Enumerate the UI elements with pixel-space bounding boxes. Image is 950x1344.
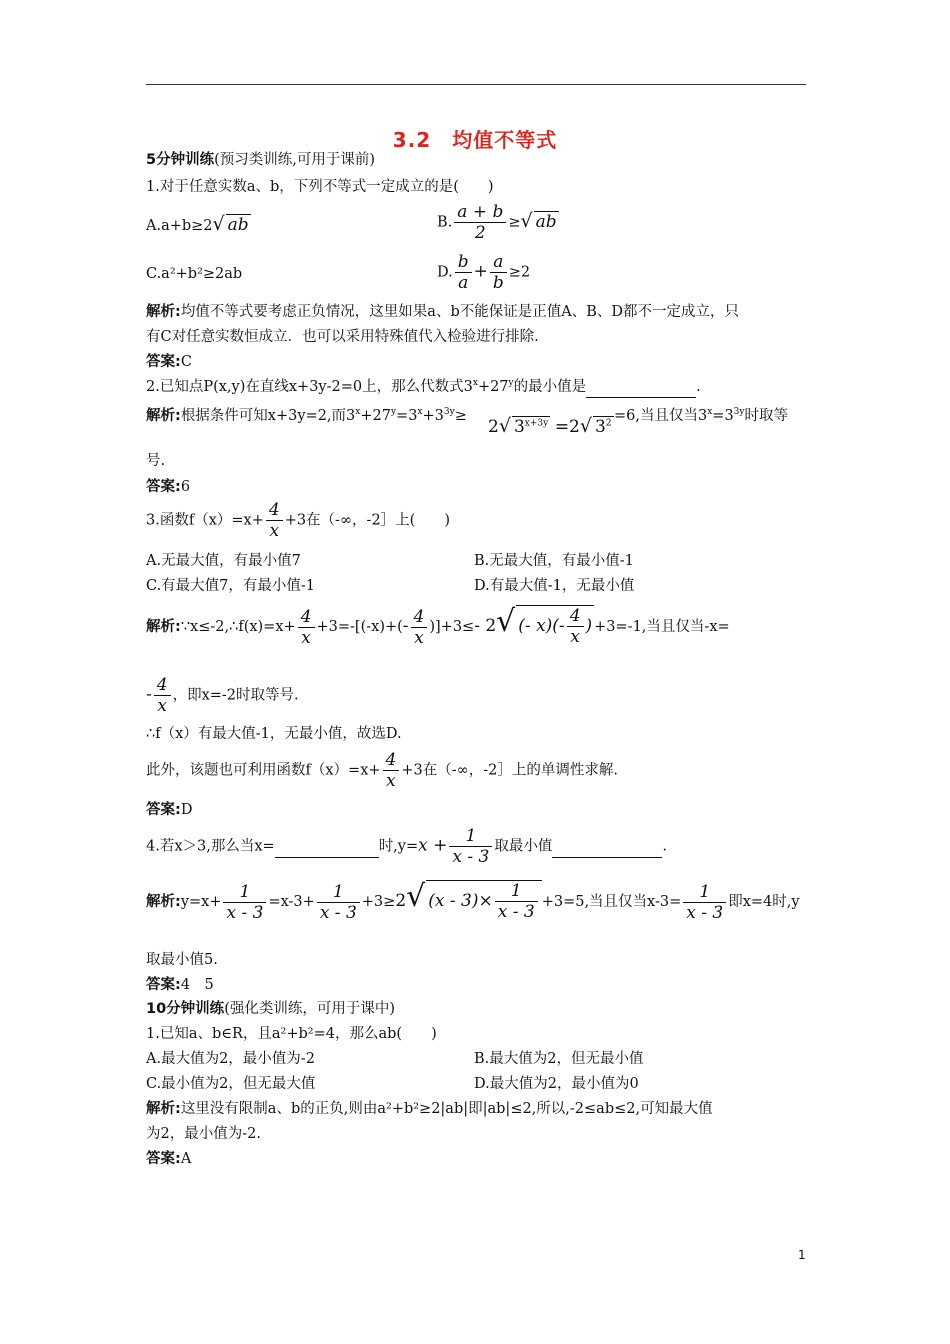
solution-text: 此外，该题也可利用函数f（x）=x+ $\frac{4}{x}$ +3在（-∞，-2］上的单调性求解. [146, 750, 618, 791]
option-d: D.有最大值-1，无最小值 [474, 578, 635, 594]
answer: 答案:A [146, 1151, 192, 1167]
option-b: B. $\frac{a + b}{2}$ ≥√ ab [437, 202, 557, 243]
header-rule [146, 84, 806, 85]
solution-text: =6,当且仅当$3^x=3^{3y}$时取等 [614, 407, 788, 424]
option-d: D. $\frac{b}{a}$ + $\frac{a}{b}$ ≥2 [437, 252, 531, 293]
page-number: 1 [798, 1248, 806, 1262]
option-c: C.有最大值7，有最小值-1 [146, 578, 316, 594]
answer: 答案:4 5 [146, 977, 214, 993]
solution-text: 解析:y=x+ $\frac{1}{x - 3}$ =x-3+ $\frac{1}{x - 3}$ +3≥2√ (x - 3)× $\frac{1}{x - 3}$ +3=5,当且仅当x-3= $\frac{1}{x - 3}$ 即x=4时,y [146, 879, 800, 923]
answer: 答案:6 [146, 479, 191, 495]
question-stem: 2.已知点P(x,y)在直线x+3y-2=0上，那么代数式$3^x+27^y$的最小值是 . [146, 377, 701, 398]
math-expression: 2√ $3^{x+3y} =2√$ $3^2$ [488, 415, 612, 437]
solution-text: - $\frac{4}{x}$ ，即x=-2时取等号. [146, 675, 299, 716]
solution-text: 有C对任意实数恒成立．也可以采用特殊值代入检验进行排除. [146, 329, 539, 345]
answer: 答案:C [146, 354, 192, 370]
question-stem: 1.已知a、b∈R，且a²+b²=4，那么ab( ) [146, 1026, 437, 1042]
option-d: D.最大值为2，最小值为0 [474, 1076, 639, 1092]
solution-text: 取最小值5. [146, 952, 218, 968]
question-stem: 3.函数f（x）=x+ $\frac{4}{x}$ +3在（-∞，-2］上( ) [146, 500, 450, 541]
answer: 答案:D [146, 802, 193, 818]
option-a: A.最大值为2，最小值为-2 [146, 1051, 315, 1067]
section-heading: 10分钟训练(强化类训练，可用于课中) [146, 1001, 396, 1017]
question-stem: 4.若x＞3,那么当x= 时,y=x + $\frac{1}{x - 3}$ 取最小值 . [146, 826, 667, 867]
option-c: C.a²+b²≥2ab [146, 266, 243, 282]
option-c: C.最小值为2，但无最大值 [146, 1076, 316, 1092]
solution-text: ∴f（x）有最大值-1，无最小值，故选D. [146, 726, 402, 742]
option-b: B.最大值为2，但无最小值 [474, 1051, 644, 1067]
solution-text: 为2，最小值为-2. [146, 1126, 261, 1142]
solution-text: 号. [146, 453, 166, 469]
option-a: A.无最大值，有最小值7 [146, 553, 301, 569]
option-a: A.a+b≥2√ ab [146, 213, 249, 235]
section-heading: 5分钟训练(预习类训练,可用于课前) [146, 152, 376, 168]
question-stem: 1.对于任意实数a、b，下列不等式一定成立的是( ) [146, 179, 494, 195]
solution-text: 解析:这里没有限制a、b的正负,则由a²+b²≥2|ab|即|ab|≤2,所以,-2≤ab≤2,可知最大值 [146, 1101, 713, 1117]
option-b: B.无最大值，有最小值-1 [474, 553, 634, 569]
page-title: 3.2 均值不等式 [392, 128, 558, 152]
solution-text: 解析:根据条件可知x+3y=2,而$3^x+27^y=3^x+3^{3y}\ge$ [146, 407, 467, 424]
solution-text: 解析:均值不等式要考虑正负情况，这里如果a、b不能保证是正值A、B、D都不一定成立，只 [146, 304, 739, 320]
solution-text: 解析:∵x≤-2,∴f(x)=x+ $\frac{4}{x}$ +3=-[(-x)+(- $\frac{4}{x}$ )]+3≤- 2√ (- x)(- $\frac{4}{x}$ ) +3=-1,当且仅当-x= [146, 604, 730, 648]
